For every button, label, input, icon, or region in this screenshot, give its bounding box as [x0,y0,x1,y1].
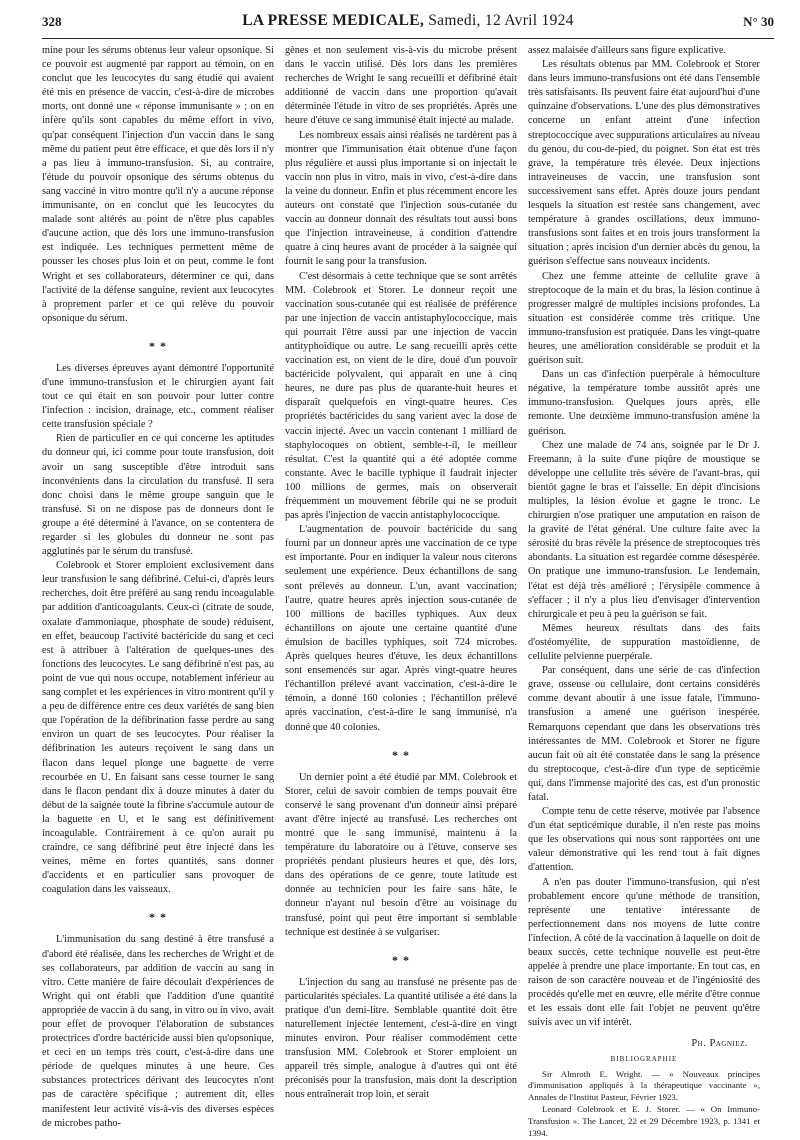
paragraph: A n'en pas douter l'immuno-transfusion, qui n'est probablement encore qu'une méthode de transition, représente une tentative intéressante de perfectionnement dans nos moyens de lutte contre l'infection. A côté de la vaccination à laquelle on doit de beaux succès, cette technique nouvelle est peut-être appelée à prendre une place importante. En tout cas, en raison de son caractère nouveau et de l'ingéniosité des procédés qu'elle met en œuvre, elle mérite d'être connue et les essais dont elle fait l'objet ne peuvent qu'être suivis avec un vif intérêt. [528,876,760,1029]
author-signature: Ph. Pagniez. [691,1037,748,1049]
paragraph: Par conséquent, dans une série de cas d'infection grave, osseuse ou cellulaire, dont certains considérés comme devant aboutir à une issue fatale, l'immuno-transfusion a amené une guérison inespérée. Remarquons cependant que dans les observations très intéressantes de MM. Colebrook et Storer ne figure aucun fait où ait été constatée dans le sang la présence du streptocoque, c'est-à-dire d'un type de septicémie qui, dans l'immense majorité des cas, est d'un pronostic fatal. [528,665,760,803]
page-number: 328 [42,14,62,29]
paragraph: assez malaisée d'ailleurs sans figure explicative. [528,45,726,56]
paragraph: Rien de particulier en ce qui concerne les aptitudes du donneur qui, ici comme pour toute transfusion, doit avoir un sang susceptible d'être introduit sans inconvénients dans la circulation du transfusé. Il sera donc choisi dans le même groupe sanguin que le transfusé. Si on ne dispose pas de donneurs dont le groupe a été déterminé à l'avance, on se contentera de regarder si les globules du donneur ne sont pas agglutinés par le sérum du transfusé. [42,433,274,558]
paragraph: Les nombreux essais ainsi réalisés ne tardèrent pas à montrer que l'immunisation était obtenue d'une façon plus régulière et aussi plus importante si on injectait le vaccin non plus in vitro, mais in vivo, c'est-à-dire dans la veine du donneur. Enfin et plus récemment encore les auteurs ont constaté que l'injection sous-cutanée du vaccin au donneur donnait des résultats tout aussi bons que l'injection intraveineuse, à condition d'attendre quatre à cinq heures avant de procéder à la saignée qui fournit le sang pour la transfusion. [285,129,517,268]
column-2 [285,44,517,1101]
paragraph: L'augmentation de pouvoir bactéricide du sang fourni par un donneur après une vaccination de ce type est importante. Pour en indiquer la valeur nous citerons seulement une expérience. Deux échantillons de sang sont prélevés au donneur. L'un, avant vaccination; l'autre, quatre heures après injection sous-cutanée de 100 millions de bacilles typhiques. Aux deux échantillons on ajoute une certaine quantité d'une émulsion de bacilles typhiques, soit 724 microbes. Après quelques heures d'étuve, les deux échantillons sont ensemencés sur agar. Après vingt-quatre heures l'échantillon prélevé avant vaccination, c'est-à-dire le témoin, a donné 160 colonies ; l'échantillon prélevé après vaccination, c'est-à-dire le sang immunisé, n'a donné que 40 colonies. [285,524,517,733]
column-3 [528,44,760,1138]
section-separator: * * [392,952,410,967]
column-1 [42,44,274,1129]
issue-date: Samedi, 12 Avril 1924 [424,12,574,29]
paragraph: Un dernier point a été étudié par MM. Colebrook et Storer, celui de savoir combien de temps pouvait être conservé le sang provenant d'un donneur ainsi préparé avant d'être injecté au transfusé. Les recherches ont montré que le sang immunisé, maintenu à la température du laboratoire ou à l'étuve, conserve ses propriétés pendant plusieurs heures et que, dès lors, dans des opérations de ce genre, toute latitude est donnée au technicien pour les faire sans hâte, le donneur n'ayant nul besoin d'être au voisinage du transfusé, point qui peut être important si semblable technique est destinée à se vulgariser. [285,771,517,938]
page-header [42,10,774,39]
journal-name: LA PRESSE MEDICALE, [242,12,425,29]
issue-number: N° 30 [743,14,774,29]
paragraph: mine pour les sérums obtenus leur valeur opsonique. Si ce pouvoir est augmenté par rapport au témoin, on en conclut que les leucocytes du sang étudié qui avaient été mis en présence de vaccin, c'est-à-dire de microbes morts, ont donné une « réponse immunisante » ; on en infère qu'ils sont capables du même effort in vivo, qu'par conséquent l'injection d'un vaccin dans le sang même du patient peut être efficace, et que dès lors il n'y a pas lieu à immuno-transfusion. Si, au contraire, l'étude du pouvoir opsonique des sérums obtenus du sang vacciné in vitro montre qu'il n'y a aucune réponse immunisante, on en conclut que les leucocytes du malade sont altérés au point de n'être plus capables d'aucune action, que dès lors une immuno-transfusion est indiquée. Les techniques permettent même de pousser les choses plus loin et on peut, comme le font Wright et ses collaborateurs, déterminer ce qui, dans l'activité de la défense sanguine, revient aux leucocytes à proprement parler et ce qui relève du pouvoir opsonique du sérum. [42,45,274,324]
paragraph: Chez une femme atteinte de cellulite grave à streptocoque de la main et du bras, la lésion continue à progresser malgré de multiples incisions profondes. La situation est considérée comme très critique. Une immuno-transfusion est pratiquée. Dans les vingt-quatre heures, une amélioration considérable se produit et la guérison suit. [528,270,760,367]
journal-title [42,12,774,30]
section-separator: * * [392,747,410,762]
paragraph: Colebrook et Storer emploient exclusivement dans leur transfusion le sang défibriné. Celui-ci, d'après leurs recherches, doit être préféré au sang rendu incoagulable par addition d'anticoagulants. Ceux-ci (citrate de soude, oxalate d'ammoniaque, phosphate de soude) réduisent, en effet, beaucoup l'activité bactéricide du sang et ceci est à attribuer à l'altération de quelques-unes des fonctions des leucocytes. Le sang défibriné n'est pas, au point de vue qui nous occupe, notablement inférieur au sang complet et les expériences in vitro montrent qu'il y a peu de différence entre ces deux variétés de sang bien que l'opération de la défibrination fasse perdre au sang environ un quart de ses leucocytes. Pour réaliser la défibrination les auteurs reçoivent le sang dans un flacon dans lequel plonge une baguette de verre recourbée en U. En faisant sans cesse tourner le sang dans le flacon pendant dix à douze minutes à dater du début de la saignée toute la fibrine s'accumule autour de la baguette en U, et le sang est définitivement incoagulable. Contrairement à ce qu'on aurait pu craindre, ce sang défibriné peut être injecté dans les veines, même en fortes quantités, sans donner d'accidents et en particulier sans provoquer de coagulation dans les vaisseaux. [42,560,274,896]
paragraph: L'immunisation du sang destiné à être transfusé a d'abord été réalisée, dans les recherches de Wright et de ses collaborateurs, par addition de vaccin au sang in vitro. Cette manière de faire découlait d'expériences de Wright qui ont établi que l'addition d'une quantité appropriée de vaccin à du sang, in vitro ou in vivo, avait pour effet de provoquer l'élaboration de substances protectrices d'ordre bactéricide aussi bien qu'opsonique, et ceci en un temps très court, c'est-à-dire dans une période de quelques minutes à une heure. Ces substances protectrices dérivant des leucocytes n'ont pas de caractère spécifique ; autrement dit, elles manifestent leur activité vis-à-vis des diverses espèces de microbes patho- [42,934,274,1129]
paragraph: C'est désormais à cette technique que se sont arrêtés MM. Colebrook et Storer. Le donneur reçoit une vaccination sous-cutanée qui est réalisée de préférence par une injection de vaccin antistaphylococcique, mais qui pourrait l'être aussi par une injection de vaccin antityphoïdique ou autre. Le sang recueilli après cette vaccination est, on vient de le dire, doué d'un pouvoir bactéricide polyvalent, qui apparaît en une à cinq heures, ne dure pas plus de quarante-huit heures et disparaît quelquefois en vingt-quatre heures. Ces propriétés bactéricides du sang varient avec la dose de vaccin injecté. Avec un vaccin contenant 1 milliard de staphylocoques on obtient, semble-t-il, le meilleur résultat. C'est la quantité qui a été adoptée comme constante. Avec le bacille typhique il faudrait injecter 100 millions de germes, mais on observerait fréquemment un mouvement fébrile qui ne se produit pas après l'injection de vaccin antistaphylococcique. [285,270,517,522]
paragraph: L'injection du sang au transfusé ne présente pas de particularités spéciales. La quantité utilisée a été dans la pratique d'un demi-litre. Semblable quantité doit être naturellement injectée lentement, c'est-à-dire en vingt minutes environ. Pour réaliser commodément cette transfusion MM. Colebrook et Storer emploient un appareil très simple, analogue à d'autres qui ont été préconisés pour la transfusion, mais dont la description nous entraînerait trop loin, et serait [285,976,517,1101]
paragraph: gènes et non seulement vis-à-vis du microbe présent dans le vaccin utilisé. Dès lors dans les premières recherches de Wright le sang recueilli et défibriné était additionné de vaccin dans une proportion qu'avait déterminée l'étude in vitro de ses propriétés. Après une heure d'étuve ce sang immunisé était injecté au malade. [285,45,517,127]
section-separator: * * [149,910,167,925]
section-separator: * * [149,338,167,353]
bibliography-entry: Leonard Colebrook et E. J. Storer. — « On Immuno-Transfusion ». The Lancet, 22 et 29 Décembre 1923, p. 1341 et 1394. [528,1104,760,1138]
paragraph: Chez une malade de 74 ans, soignée par le Dr J. Freemann, à la suite d'une piqûre de moustique se développe une cellulite très sévère de l'avant-bras, qui bientôt gagne le bras et l'aisselle. En dépit d'incisions multiples, la lésion évolue et gagne le tronc. Le chirurgien n'ose pratiquer une amputation en raison de la gravité de l'état général. Une culture faite avec la sérosité du bras révèle la présence de streptocoques très abondants. La situation est regardée comme désespérée. On pratique une immuno-transfusion. Le lendemain, l'état est déjà très amélioré ; l'érysipèle commence à s'effacer ; il n'y a plus lieu d'envisager d'intervention chirurgicale et peu à peu la guérison se fait. [528,439,760,620]
bibliography-entry: Sir Almroth E. Wright. — « Nouveaux principes d'immunisation appliqués à la thérapeutique vaccinante », Annales de l'Institut Pasteur, Février 1923. [528,1068,760,1103]
paragraph: Compte tenu de cette réserve, motivée par l'absence d'un état septicémique durable, il n'en reste pas moins que les observations qui nous sont rapportées ont une valeur démonstrative qui les rend tout à fait dignes d'attention. [528,806,760,874]
paragraph: Les résultats obtenus par MM. Colebrook et Storer dans leurs immuno-transfusions ont été dans l'ensemble très satisfaisants. Ils peuvent faire état aujourd'hui d'une quinzaine d'observations. L'une des plus démonstratives concerne un enfant atteint d'une infection streptococcique avec suppurations articulaires au niveau du genou, du cou-de-pied, du poignet. Son état est très grave, la température très élevée. Deux injections intraveineuses de vaccin, une transfusion sont successivement sans effet. Après douze jours pendant lesquels la situation est restée sans changement, avec température à grandes oscillations, deux immuno-transfusions sont faites et en trois jours transforment la situation ; après incision d'un dernier abcès du genou, la guérison s'effectue sans nouveaux incidents. [528,59,760,268]
paragraph: Dans un cas d'infection puerpérale à hémoculture négative, la température tombe aussitôt après une immuno-transfusion. Quelques jours après, elle remonte. Une deuxième immuno-transfusion amène la guérison. [528,369,760,437]
paragraph: Les diverses épreuves ayant démontré l'opportunité d'une immuno-transfusion et le chirurgien ayant fait tout ce qui était en son pouvoir pour lutter contre l'infection : incision, drainage, etc., comment réaliser cette transfusion spéciale ? [42,362,274,431]
paragraph: Mêmes heureux résultats dans des faits d'ostéomyélite, de suppuration mastoïdienne, de cellulite pelvienne puerpérale. [528,622,760,663]
bibliography-heading: BIBLIOGRAPHIE [610,1054,678,1063]
